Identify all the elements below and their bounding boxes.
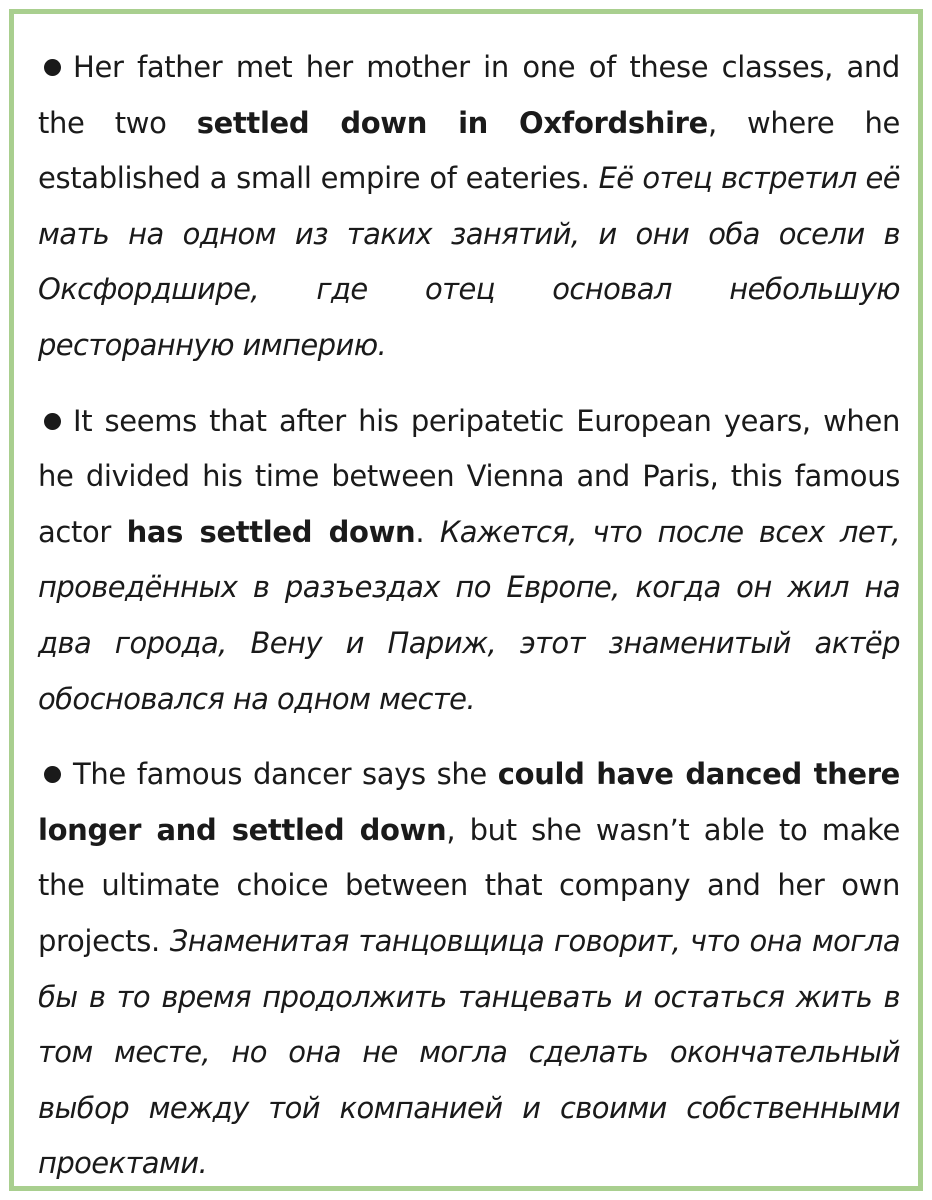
example-text-end: , where he established a small empire of eateries. (38, 105, 901, 196)
example-item (38, 747, 900, 1192)
bullet-icon (44, 766, 61, 783)
example-phrase: settled down in Oxfordshire (196, 105, 708, 140)
bullet-icon (44, 413, 61, 430)
example-text: The famous dancer says she (73, 757, 498, 792)
example-card (9, 9, 923, 1191)
example-translation: Кажется, что после всех лет, проведённых в разъездах по Европе, когда он жил на два города, Вену и Париж, этот знаменитый актёр обосновался на одном месте. (38, 514, 900, 716)
example-translation: Знаменитая танцовщица говорит, что она могла бы в то время продолжить танцевать и остаться жить в том месте, но она не могла сделать окончательный выбор между той компанией и своими собственными проектами. (38, 923, 900, 1181)
example-translation: Её отец встретил её мать на одном из таких занятий, и они оба осели в Оксфордшире, где отец основал небольшую ресторанную империю. (38, 161, 900, 362)
example-text: Her father met her mother in one of these classes, and the two (38, 50, 900, 140)
example-text-end: , but she wasn’t able to make the ultimate choice between that company and her own projects. (38, 812, 900, 958)
example-list (38, 40, 900, 1192)
example-item (38, 40, 900, 374)
example-text-end: . (415, 514, 440, 549)
example-item (38, 394, 900, 728)
example-phrase: has settled down (126, 514, 416, 549)
example-phrase: could have danced there longer and settled down (38, 757, 900, 847)
bullet-icon (44, 59, 61, 76)
example-text: It seems that after his peripatetic European years, when he divided his time between Vienna and Paris, this famous actor (38, 403, 900, 549)
